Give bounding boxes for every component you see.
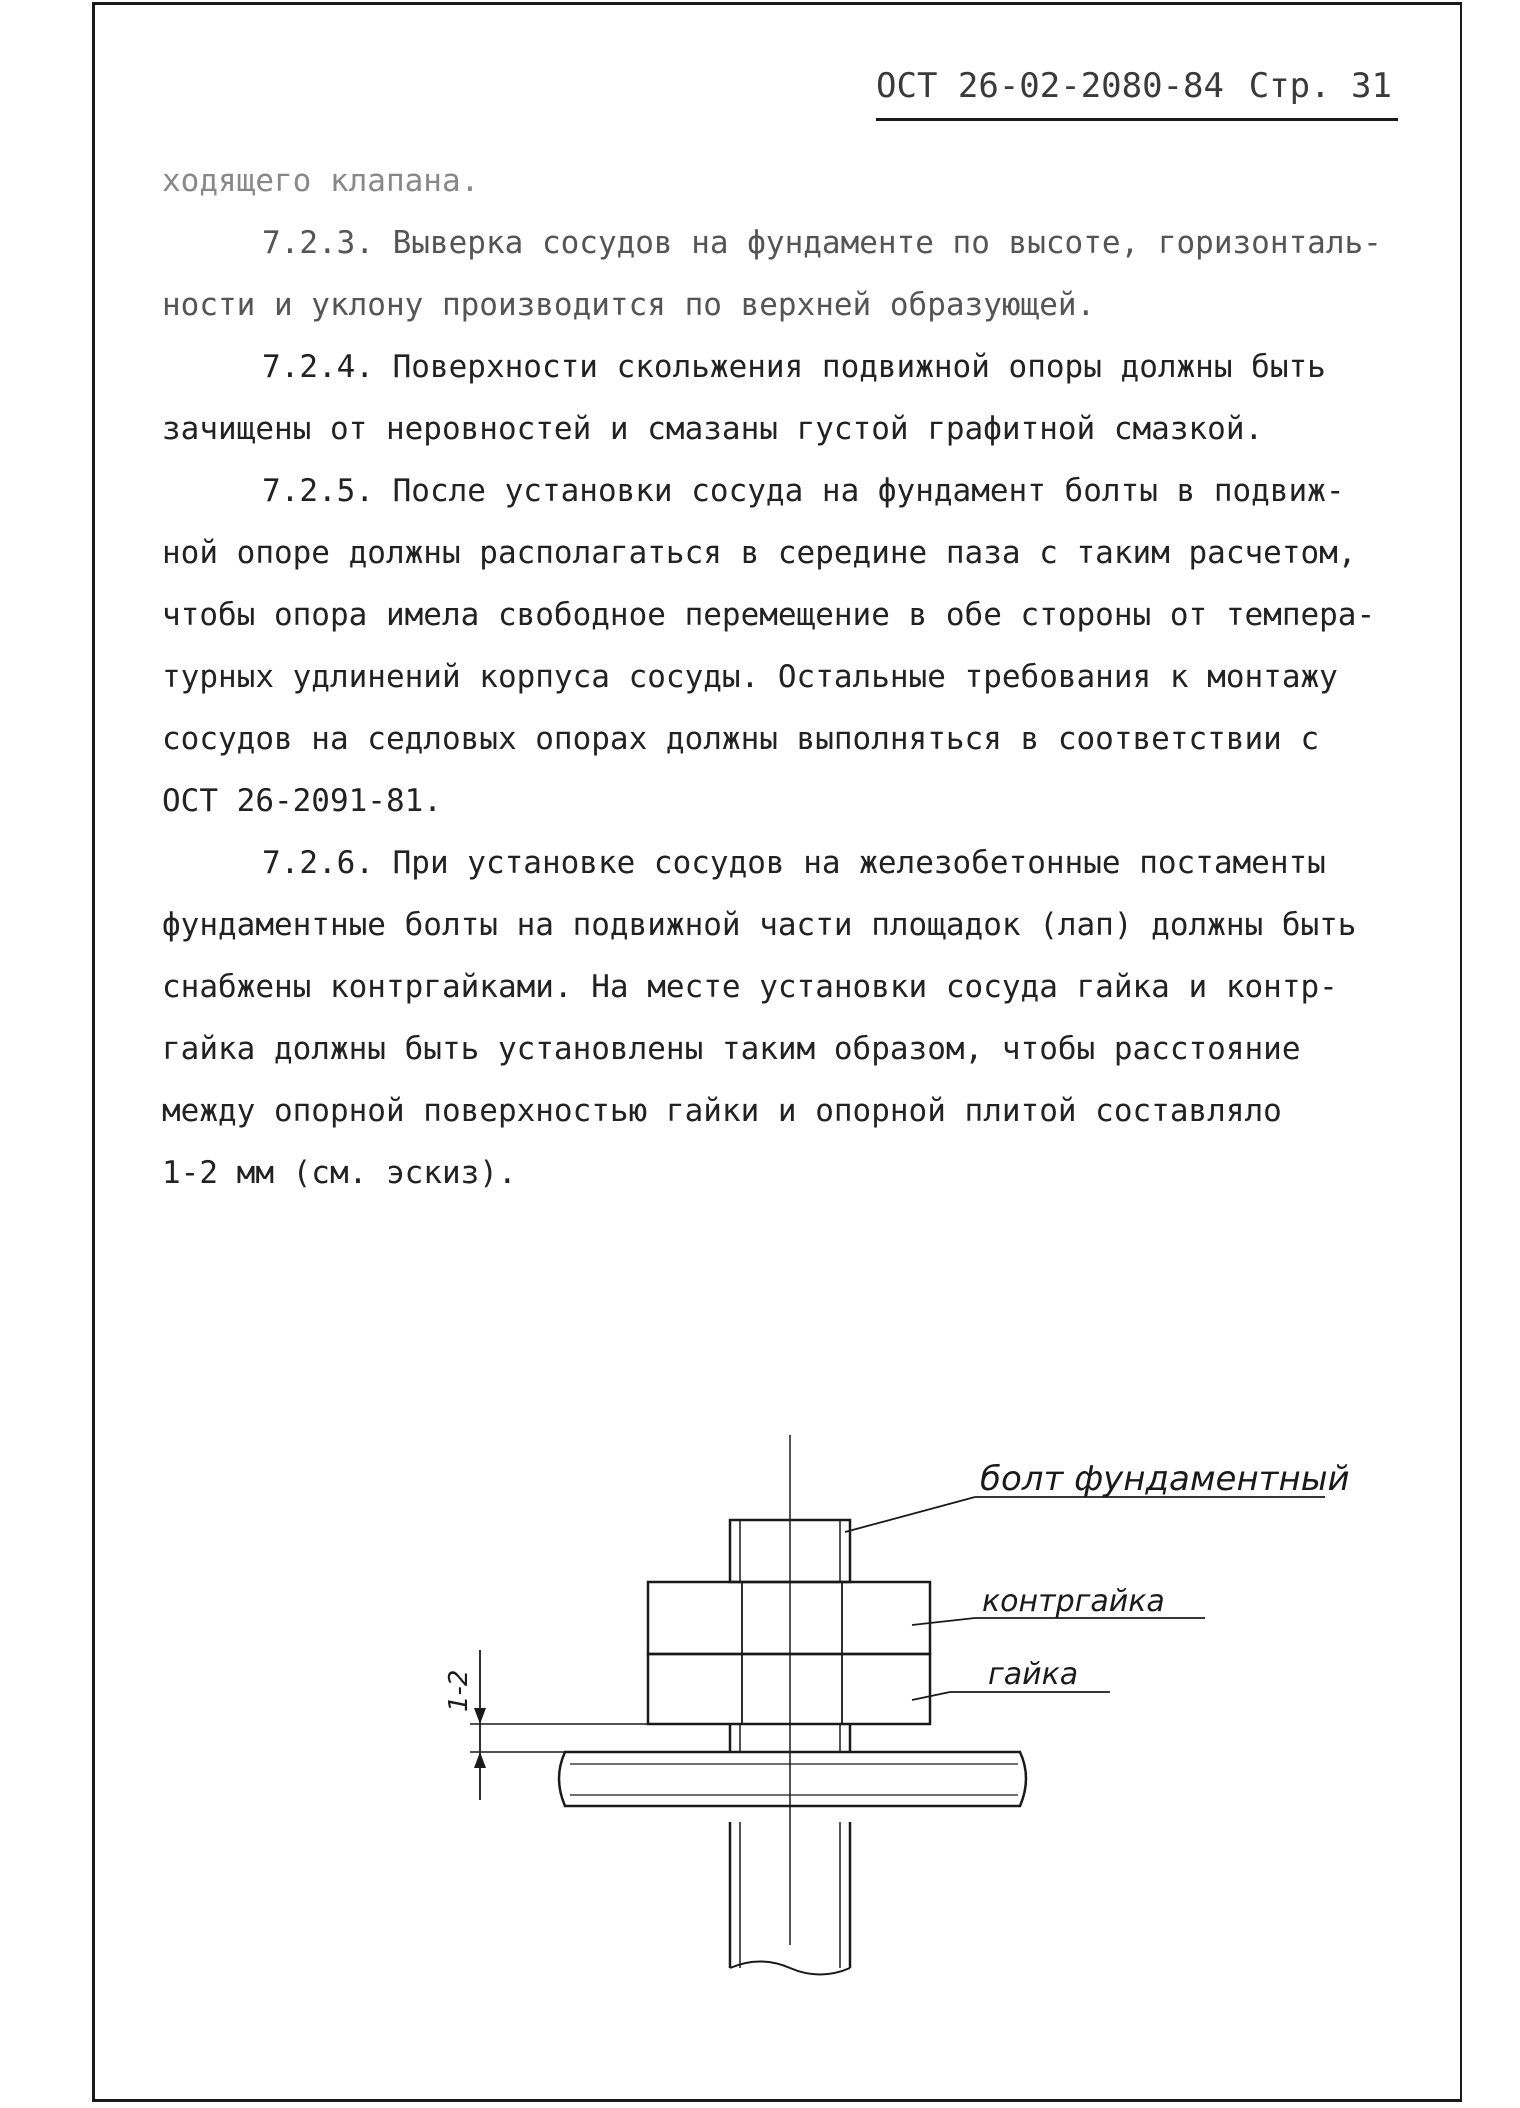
text-line: фундаментные болты на подвижной части площадок (лап) должны быть <box>162 907 1357 943</box>
text-line: 1-2 мм (см. эскиз). <box>162 1155 517 1191</box>
text-line: 7.2.3. Выверка сосудов на фундаменте по высоте, горизонталь- <box>262 225 1382 261</box>
text-line: турных удлинений корпуса сосуды. Остальные требования к монтажу <box>162 659 1338 695</box>
label-locknut: контргайка <box>982 1584 1165 1619</box>
text-line: ходящего клапана. <box>162 163 480 199</box>
text-line: 7.2.6. При установке сосудов на железобетонные постаменты <box>262 845 1326 881</box>
label-nut: гайка <box>988 1657 1079 1692</box>
label-bolt: болт фундаментный <box>980 1459 1350 1499</box>
text-line: ной опоре должны располагаться в середине паза с таким расчетом, <box>162 535 1357 571</box>
dimension-label: 1-2 <box>444 1669 474 1712</box>
text-line: 7.2.5. После установки сосуда на фундамент болты в подвиж- <box>262 473 1345 509</box>
text-line: гайка должны быть установлены таким образом, чтобы расстояние <box>162 1031 1301 1067</box>
text-line: 7.2.4. Поверхности скольжения подвижной опоры должны быть <box>262 349 1326 385</box>
text-line: сосудов на седловых опорах должны выполняться в соответствии с <box>162 721 1320 757</box>
text-line: между опорной поверхностью гайки и опорной плитой составляло <box>162 1093 1282 1129</box>
text-line: ОСТ 26-2091-81. <box>162 783 442 819</box>
text-line: чтобы опора имела свободное перемещение в обе стороны от темпера- <box>162 597 1376 633</box>
text-line: зачищены от неровностей и смазаны густой графитной смазкой. <box>162 411 1264 447</box>
document-code: ОСТ 26-02-2080-84 <box>876 66 1224 106</box>
text-line: снабжены контргайками. На месте установки сосуда гайка и контр- <box>162 969 1338 1005</box>
text-line: ности и уклону производится по верхней образующей. <box>162 287 1096 323</box>
page-number: Стр. 31 <box>1248 66 1392 106</box>
